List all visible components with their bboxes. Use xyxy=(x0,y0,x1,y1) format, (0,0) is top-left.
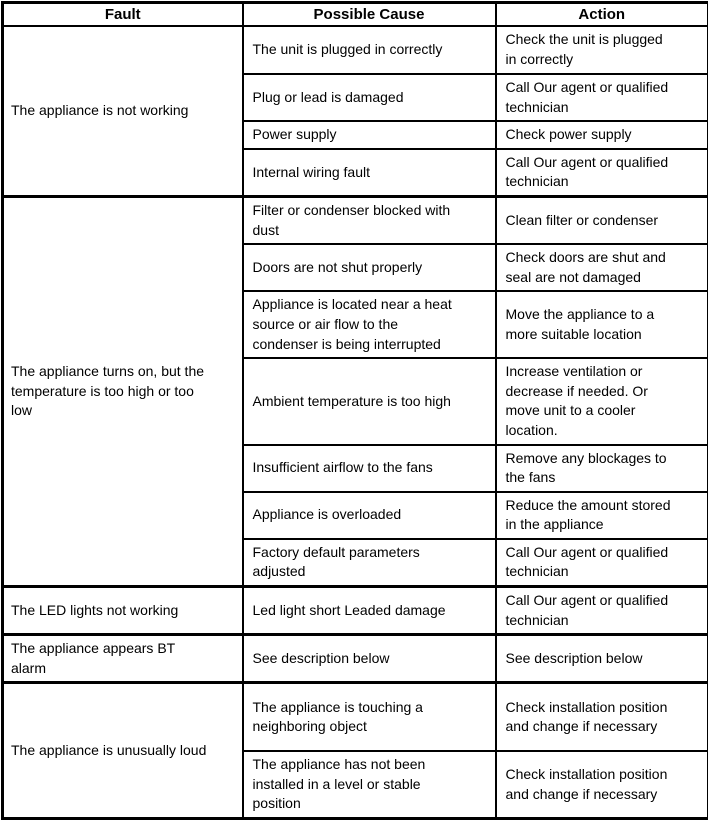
action-cell: Call Our agent or qualified technician xyxy=(496,74,708,121)
troubleshooting-table xyxy=(1,1,708,820)
table-row xyxy=(3,587,708,635)
fault-cell-temperature: The appliance turns on, but the temperature is too high or too low xyxy=(3,196,243,586)
cause-cell: Ambient temperature is too high xyxy=(243,358,496,444)
action-cell: Check the unit is plugged in correctly xyxy=(496,26,708,74)
action-cell: Remove any blockages to the fans xyxy=(496,445,708,492)
header-possible-cause: Possible Cause xyxy=(243,3,496,27)
fault-cell-bt-alarm: The appliance appears BT alarm xyxy=(3,635,243,683)
cause-cell: Power supply xyxy=(243,121,496,149)
fault-cell-led: The LED lights not working xyxy=(3,587,243,635)
cause-cell: The appliance has not been installed in a level or stable position xyxy=(243,751,496,819)
action-cell: Check power supply xyxy=(496,121,708,149)
action-cell: Call Our agent or qualified technician xyxy=(496,587,708,635)
cause-cell: Filter or condenser blocked with dust xyxy=(243,196,496,244)
cause-cell: Factory default parameters adjusted xyxy=(243,539,496,587)
cause-cell: Insufficient airflow to the fans xyxy=(243,445,496,492)
header-action: Action xyxy=(496,3,708,27)
action-cell: Call Our agent or qualified technician xyxy=(496,149,708,197)
table-row xyxy=(3,196,708,244)
action-cell: Increase ventilation or decrease if needed. Or move unit to a cooler location. xyxy=(496,358,708,444)
cause-cell: The appliance is touching a neighboring object xyxy=(243,683,496,751)
cause-cell: Doors are not shut properly xyxy=(243,244,496,291)
cause-cell: Plug or lead is damaged xyxy=(243,74,496,121)
action-cell: Check doors are shut and seal are not damaged xyxy=(496,244,708,291)
header-fault: Fault xyxy=(3,3,243,27)
action-cell: Reduce the amount stored in the appliance xyxy=(496,492,708,539)
action-cell: Call Our agent or qualified technician xyxy=(496,539,708,587)
cause-cell: See description below xyxy=(243,635,496,683)
action-cell: Clean filter or condenser xyxy=(496,196,708,244)
action-cell: Check installation position and change if necessary xyxy=(496,683,708,751)
cause-cell: Appliance is located near a heat source or air flow to the condenser is being interrupted xyxy=(243,291,496,358)
fault-cell-not-working: The appliance is not working xyxy=(3,26,243,196)
cause-cell: Internal wiring fault xyxy=(243,149,496,197)
cause-cell: Appliance is overloaded xyxy=(243,492,496,539)
table-row xyxy=(3,635,708,683)
action-cell: Check installation position and change if necessary xyxy=(496,751,708,819)
cause-cell: Led light short Leaded damage xyxy=(243,587,496,635)
table-header-row xyxy=(3,3,708,27)
cause-cell: The unit is plugged in correctly xyxy=(243,26,496,74)
fault-cell-loud: The appliance is unusually loud xyxy=(3,683,243,819)
table-row xyxy=(3,26,708,74)
troubleshooting-page xyxy=(0,1,708,761)
table-row xyxy=(3,683,708,751)
action-cell: See description below xyxy=(496,635,708,683)
action-cell: Move the appliance to a more suitable location xyxy=(496,291,708,358)
